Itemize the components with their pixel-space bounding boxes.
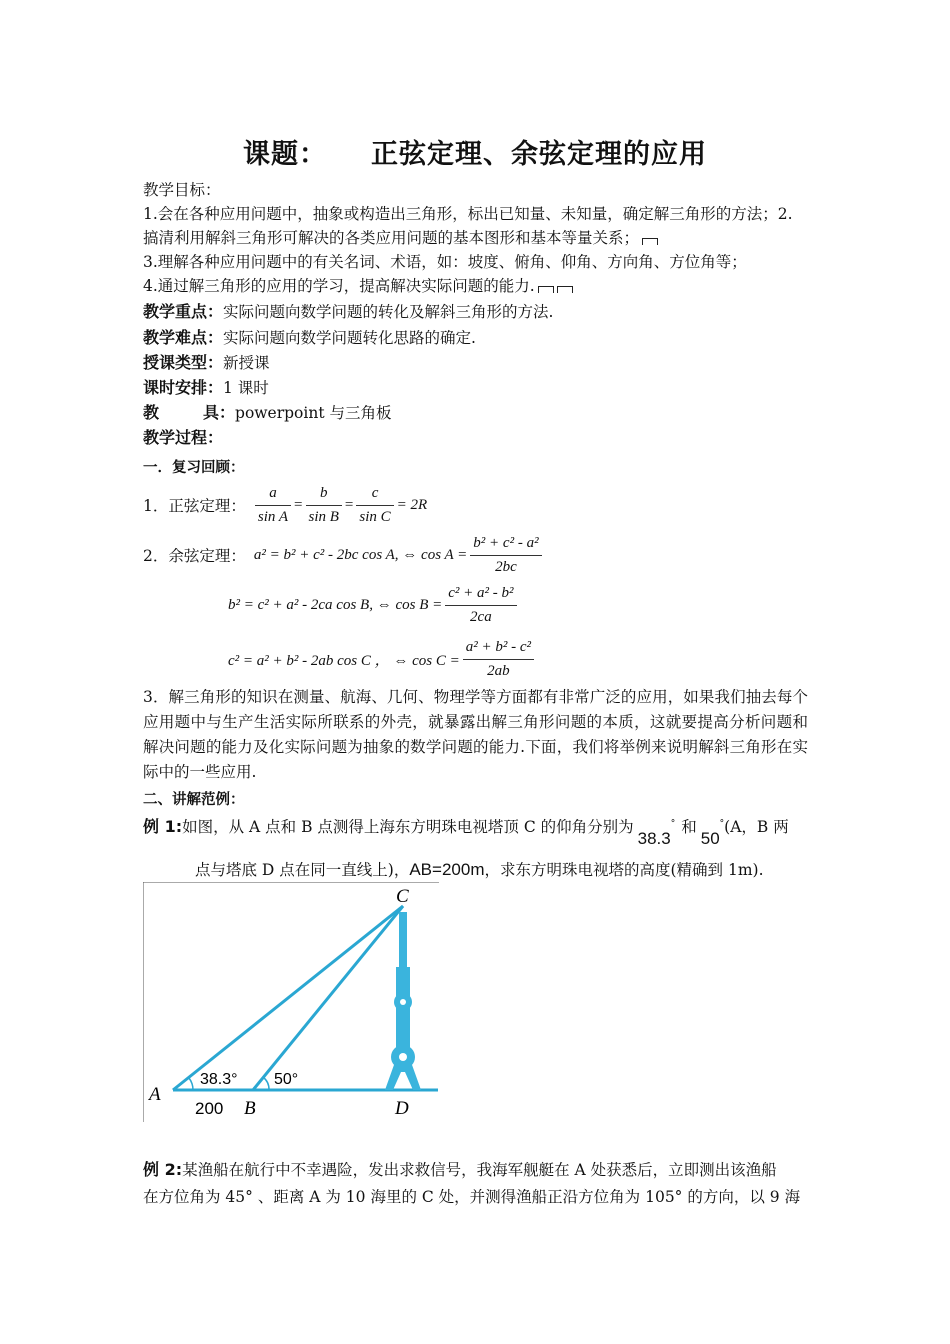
teaching-tools-text: powerpoint 与三角板	[235, 404, 392, 422]
objective-line-3: 3.理解各种应用问题中的有关名词、术语，如：坡度、俯角、仰角、方向角、方位角等；	[143, 253, 747, 271]
angle-2: 50	[700, 829, 720, 849]
difficult-points	[143, 326, 476, 350]
example-1-text-c: 点与塔底 D 点在同一直线上)，	[195, 861, 410, 879]
example-1-line-1: 例 1:如图，从 A 点和 B 点测得上海东方明珠电视塔顶 C 的仰角分别为38.3° 和50°(A，B 两	[143, 817, 789, 849]
return-mark-icon	[557, 286, 573, 293]
frac-den: 2ca	[470, 608, 492, 625]
cosine-2-fraction	[445, 585, 516, 626]
tower-figure	[143, 882, 443, 1122]
line-BC	[253, 906, 403, 1090]
difficult-points-text: 实际问题向数学问题转化思路的确定.	[223, 329, 476, 347]
example-1-line-2	[195, 858, 764, 882]
frac-num: a	[255, 485, 291, 506]
ab-length: AB=200m	[409, 860, 485, 879]
review-paragraph: 3．解三角形的知识在测量、航海、几何、物理学等方面都有非常广泛的应用，如果我们抽去每个应用题中与生产生活实际所联系的外壳，就暴露出解三角形问题的本质，这就要提高分析问题和解决问题的能力及化实际问题为抽象的数学问题的能力.下面，我们将举例来说明解斜三角形在实际中的一些应用.	[143, 688, 808, 781]
objective-line-1: 1.会在各种应用问题中，抽象或构造出三角形，标出已知量、未知量，确定解三角形的方法；2.	[143, 205, 793, 223]
frac-den: sin B	[308, 508, 339, 525]
fraction-c-sinC	[356, 485, 393, 526]
frac-num: c	[356, 485, 393, 506]
cosine-law-2	[228, 582, 520, 628]
cosine-1-fraction	[470, 535, 541, 576]
angle-1: 38.3	[637, 829, 671, 849]
cosine-law-label: 2．余弦定理：	[143, 547, 246, 565]
key-points-label: 教学重点：	[143, 302, 224, 321]
example-1-text-b: (A，B 两	[724, 818, 789, 837]
example-2-text-1: 某渔船在航行中不幸遇险，发出求救信号，我海军舰艇在 A 处获悉后，立即测出该渔船	[182, 1161, 777, 1179]
angle-A-label: 38.3°	[200, 1071, 238, 1088]
teaching-tools-label-2: 具：	[203, 403, 236, 422]
lesson-type	[143, 351, 270, 375]
and-word: 和	[681, 818, 697, 837]
angle-arc-A	[189, 1078, 193, 1090]
frac-num: c² + a² - b²	[445, 585, 516, 606]
angle-B-label: 50°	[274, 1071, 299, 1088]
length-AB-label: 200	[195, 1099, 224, 1118]
label-B: B	[244, 1098, 256, 1119]
fraction-a-sinA	[255, 485, 291, 526]
lesson-type-label: 授课类型：	[143, 353, 224, 372]
sine-law-label: 1．正弦定理：	[143, 497, 246, 515]
return-mark-icon	[642, 238, 658, 245]
example-1-label: 例 1:	[143, 817, 183, 837]
fraction-b-sinB	[306, 485, 342, 526]
lesson-type-text: 新授课	[223, 354, 270, 372]
sine-law: 1．正弦定理： $\frac{a}{\text{sin A}}$ = $\frac{b}{\text{sin B}}$ = $\frac{c}{\text{sin C}}$ = 2R	[143, 484, 428, 525]
label-A: A	[149, 1084, 161, 1105]
cosine-3-lhs: c² = a² + b² - 2ab cos C ， ⇔ cos C =	[228, 652, 460, 669]
key-points	[143, 300, 553, 324]
title-label: 课题：	[243, 139, 327, 170]
teaching-tools	[143, 401, 392, 425]
key-points-text: 实际问题向数学问题的转化及解斜三角形的方法.	[223, 303, 554, 321]
label-D: D	[395, 1098, 409, 1119]
example-1-text-a: 如图，从 A 点和 B 点测得上海东方明珠电视塔顶 C 的仰角分别为	[182, 818, 634, 837]
class-hours-text: 1 课时	[223, 379, 269, 397]
example-2-line-2: 在方位角为 45° 、距离 A 为 10 海里的 C 处，并测得渔船正沿方位角为 105° 的方向，以 9 海	[143, 1188, 801, 1206]
objective-line-4-text: 4.通过解三角形的应用的学习，提高解决实际问题的能力.	[143, 277, 535, 295]
title-text: 正弦定理、余弦定理的应用	[371, 139, 707, 170]
difficult-points-label: 教学难点：	[143, 328, 224, 347]
objective-line-4	[143, 274, 573, 298]
frac-den: 2bc	[495, 558, 517, 575]
return-mark-icon	[538, 286, 554, 293]
class-hours-label: 课时安排：	[143, 378, 224, 397]
cosine-1-lhs: a² = b² + c² - 2bc cos A, ⇔ cos A =	[253, 546, 468, 563]
example-1-text-d: ，求东方明珠电视塔的高度(精确到 1m).	[484, 861, 764, 879]
objectives-heading: 教学目标：	[143, 181, 221, 199]
objective-line-2-text: 搞清利用解斜三角形可解决的各类应用问题的基本图形和基本等量关系；	[143, 229, 640, 247]
sine-law-rhs: = 2R	[396, 496, 428, 513]
frac-den: sin C	[359, 508, 391, 525]
cosine-3-fraction	[463, 639, 534, 680]
cosine-law-3	[228, 636, 537, 682]
examples-heading: 二、讲解范例：	[143, 792, 245, 808]
cosine-2-lhs: b² = c² + a² - 2ca cos B, ⇔ cos B =	[228, 596, 443, 613]
frac-num: b	[306, 485, 342, 506]
frac-den: sin A	[257, 508, 289, 525]
label-C: C	[396, 886, 409, 907]
example-2-line-1	[143, 1158, 777, 1182]
cosine-law-1	[143, 532, 545, 578]
process-heading: 教学过程：	[143, 428, 224, 447]
frac-num: a² + b² - c²	[463, 639, 534, 660]
frac-num: b² + c² - a²	[470, 535, 541, 556]
example-2-label: 例 2:	[143, 1160, 183, 1179]
line-AC	[173, 906, 403, 1090]
tower-icon	[385, 912, 421, 1090]
review-heading: 一．复习回顾：	[143, 460, 245, 476]
page-title	[0, 132, 950, 171]
objective-line-2	[143, 226, 658, 250]
class-hours	[143, 376, 269, 400]
frac-den: 2ab	[487, 662, 510, 679]
teaching-tools-label-1: 教	[143, 403, 160, 422]
